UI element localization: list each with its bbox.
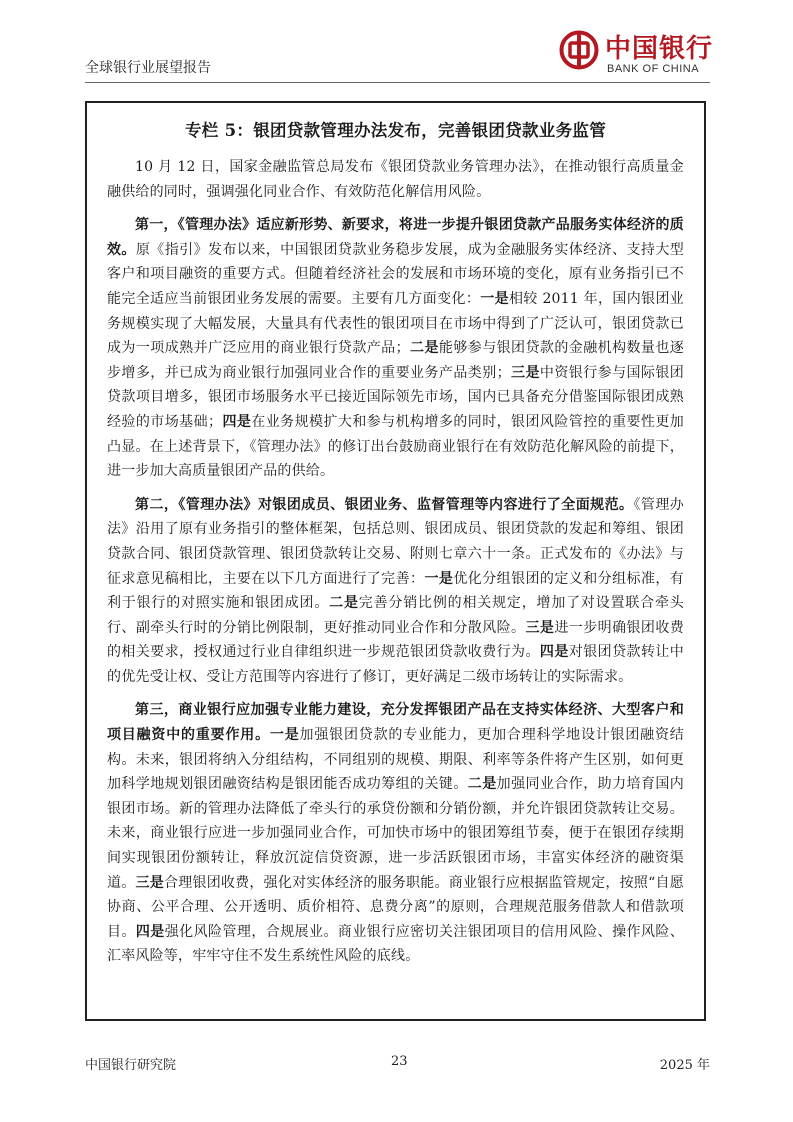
page-footer [85,1054,710,1074]
paragraph-first: 第一，《管理办法》适应新形势、新要求，将进一步提升银团贷款产品服务实体经济的质效。原《指引》发布以来，中国银团贷款业务稳步发展，成为金融服务实体经济、支持大型客户和项目融资的重要方式。但随着经济社会的发展和市场环境的变化，原有业务指引已不能完全适应当前银团业务发展的需要。主要有几方面变化：一是相较 2011 年，国内银团业务规模实现了大幅发展，大量具有代表性的银团项目在市场中得到了广泛认可，银团贷款已成为一项成熟并广泛应用的商业银行贷款产品；二是能够参与银团贷款的金融机构数量也逐步增多，并已成为商业银行加强同业合作的重要业务产品类别；三是中资银行参与国际银团贷款项目增多，银团市场服务水平已接近国际领先市场，国内已具备充分借鉴国际银团成熟经验的市场基础；四是在业务规模扩大和参与机构增多的同时，银团风险管控的重要性更加凸显。在上述背景下，《管理办法》的修订出台鼓励商业银行在有效防范化解风险的前提下，进一步加大高质量银团产品的供给。 [107,217,685,480]
lead-sentence: 第二，《管理办法》对银团成员、银团业务、监督管理等内容进行了全面规范。 [135,496,634,513]
paragraph-third: 第三，商业银行应加强专业能力建设，充分发挥银团产品在支持实体经济、大型客户和项目融资中的重要作用。一是加强银团贷款的专业能力，更加合理科学地设计银团融资结构。未来，银团将纳入分组结构，不同组别的规模、期限、利率等条件将产生区别，如何更加科学地规划银团融资结构是银团能否成功筹组的关键。二是加强同业合作，助力培育国内银团市场。新的管理办法降低了牵头行的承贷份额和分销份额，并允许银团贷款转让交易。未来，商业银行应进一步加强同业合作，可加快市场中的银团筹组节奏，便于在银团存续期间实现银团份额转让，释放沉淀信贷资源，进一步活跃银团市场，丰富实体经济的融资渠道。三是合理银团收费，强化对实体经济的服务职能。商业银行应根据监管规定，按照“自愿协商、公平合理、公开透明、质价相符、息费分离”的原则，合理规范服务借款人和借款项目。四是强化风险管理，合规展业。商业银行应密切关注银团项目的信用风险、操作风险、汇率风险等，牢牢守住不发生系统性风险的底线。 [107,702,685,965]
footer-year: 2025 年 [659,1058,710,1073]
lead-sentence: 第一，《管理办法》适应新形势、新要求，将进一步提升银团贷款产品服务实体经济的质效。 [107,217,684,258]
page-header [85,0,714,84]
column-box [85,101,706,1021]
paragraph-second: 第二，《管理办法》对银团成员、银团业务、监督管理等内容进行了全面规范。《管理办法》沿用了原有业务指引的整体框架，包括总则、银团成员、银团贷款的发起和筹组、银团贷款合同、银团贷款管理、银团贷款转让交易、附则七章六十一条。正式发布的《办法》与征求意见稿相比，主要在以下几方面进行了完善：一是优化分组银团的定义和分组标准，有利于银行的对照实施和银团成团。二是完善分销比例的相关规定，增加了对设置联合牵头行、副牵头行时的分销比例限制，更好推动同业合作和分散风险。三是进一步明确银团收费的相关要求，授权通过行业自律组织进一步规范银团贷款收费行为。四是对银团贷款转让中的优先受让权、受让方范围等内容进行了修订，更好满足二级市场转让的实际需求。 [107,496,685,685]
footer-institute: 中国银行研究院 [85,1058,177,1073]
header-divider [85,82,710,83]
paragraph-intro: 10 月 12 日，国家金融监管总局发布《银团贷款业务管理办法》，在推动银行高质量金融供给的同时，强调强化同业合作、有效防范化解信用风险。 [107,159,684,200]
page-number: 23 [391,1054,408,1069]
bank-logo [559,28,714,82]
report-title: 全球银行业展望报告 [85,60,211,76]
column-title: 专栏 5：银团贷款管理办法发布，完善银团贷款业务监管 [184,121,607,140]
bank-of-china-emblem-icon [559,30,599,70]
lead-sentence: 第三，商业银行应加强专业能力建设，充分发挥银团产品在支持实体经济、大型客户和项目融资中的重要作用。 [107,702,684,744]
logo-english-text: BANK OF CHINA [607,63,700,75]
logo-chinese-text: 中国银行 [605,34,714,64]
